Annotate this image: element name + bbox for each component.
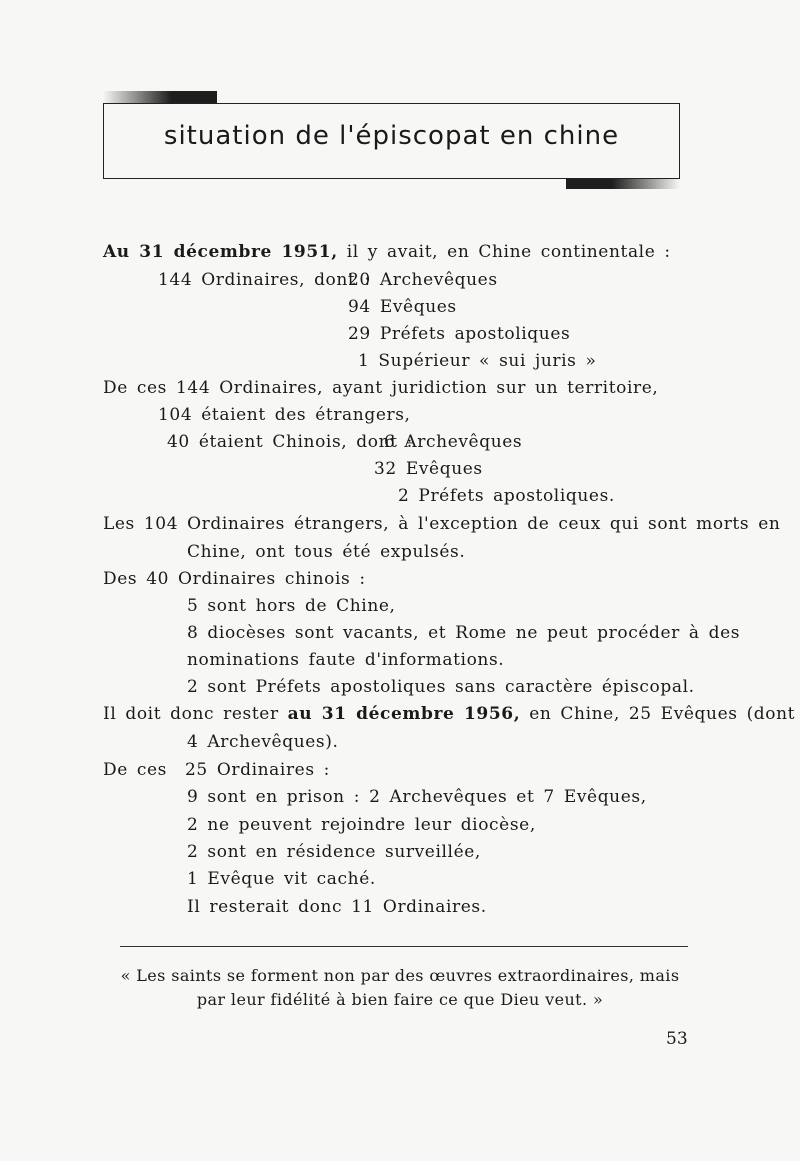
rejoindre-line: 2 ne peuvent rejoindre leur diocèse, [187, 815, 536, 835]
de-ces-25-line: De ces 25 Ordinaires : [103, 760, 330, 780]
expulses-line-1: Les 104 Ordinaires étrangers, à l'exception de ceux qui sont morts en [103, 514, 781, 534]
eveques-count: 94 Evêques [348, 297, 457, 317]
etrangers-line: 104 étaient des étrangers, [158, 405, 411, 425]
archeveques-count: 20 Archevêques [348, 270, 498, 290]
chinois-line: 40 étaient Chinois, dont : [167, 432, 413, 452]
page-title: situation de l'épiscopat en chine [163, 121, 620, 151]
title-decoration-top [103, 91, 217, 103]
intro-date: Au 31 décembre 1951, [103, 242, 338, 262]
reste-date: au 31 décembre 1956, [287, 704, 521, 724]
hors-chine-line: 5 sont hors de Chine, [187, 596, 396, 616]
reste-line [103, 703, 795, 725]
chinois-eveques: 32 Evêques [374, 459, 483, 479]
vacants-line-1: 8 diocèses sont vacants, et Rome ne peut procéder à des [187, 623, 741, 643]
resterait-line: Il resterait donc 11 Ordinaires. [187, 897, 487, 917]
superieur-count: 1 Supérieur « sui juris » [358, 351, 597, 371]
expulses-line-2: Chine, ont tous été expulsés. [187, 542, 466, 562]
residence-line: 2 sont en résidence surveillée, [187, 842, 481, 862]
intro-text: il y avait, en Chine continentale : [337, 242, 671, 262]
ordinaires-total: 144 Ordinaires, dont : [158, 270, 371, 290]
prison-line: 9 sont en prison : 2 Archevêques et 7 Evêques, [187, 787, 647, 807]
reste-pre: Il doit donc rester [103, 704, 288, 724]
prefets-sans-line: 2 sont Préfets apostoliques sans caractère épiscopal. [187, 677, 695, 697]
des-40-line: Des 40 Ordinaires chinois : [103, 569, 366, 589]
reste-line-2: 4 Archevêques). [187, 732, 339, 752]
chinois-prefets: 2 Préfets apostoliques. [398, 486, 615, 506]
prefets-count: 29 Préfets apostoliques [348, 324, 571, 344]
de-ces-144-line: De ces 144 Ordinaires, ayant juridiction sur un territoire, [103, 378, 659, 398]
vacants-line-2: nominations faute d'informations. [187, 650, 505, 670]
title-decoration-bottom [566, 179, 680, 189]
reste-post: en Chine, 25 Evêques (dont [520, 704, 796, 724]
intro-line [103, 241, 671, 263]
cache-line: 1 Evêque vit caché. [187, 869, 376, 889]
page-number: 53 [666, 1029, 688, 1049]
footer-rule [120, 946, 688, 947]
chinois-archeveques: 6 Archevêques [384, 432, 523, 452]
quote-line-1: « Les saints se forment non par des œuvres extraordinaires, mais [120, 966, 680, 985]
quote-line-2: par leur fidélité à bien faire ce que Dieu veut. » [196, 990, 604, 1009]
